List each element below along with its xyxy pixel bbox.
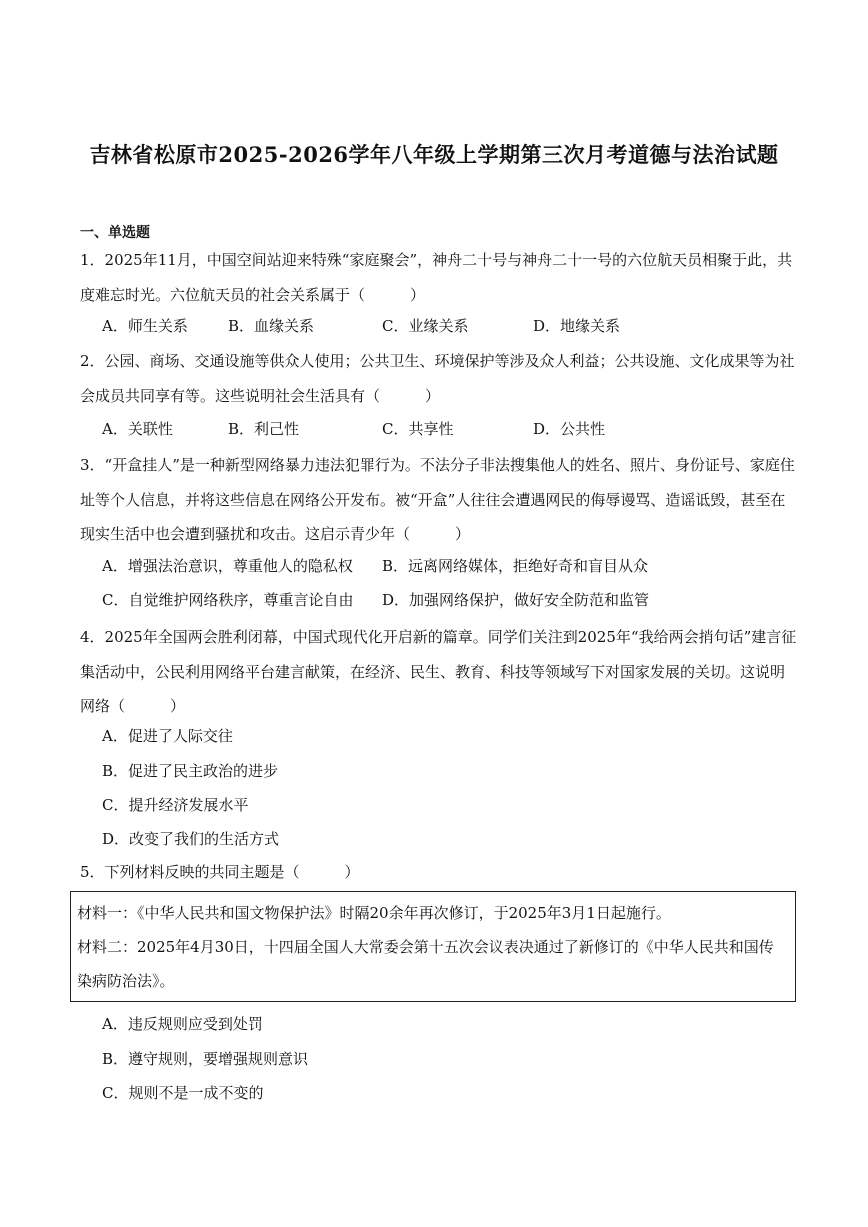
option-b[interactable]: B．利己性 [228,420,300,438]
option-d[interactable]: D．地缘关系 [533,317,621,335]
question-5-stem: 5．下列材料反映的共同主题是（ ） [80,863,360,881]
material-2: 材料二：2025年4月30日，十四届全国人大常委会第十五次会议表决通过了新修订的《中华人民共和国传染病防治法》。 [77,938,774,990]
option-c[interactable]: C．自觉维护网络秩序，尊重言论自由 [102,591,354,609]
question-2-stem: 2．公园、商场、交通设施等供众人使用；公共卫生、环境保护等涉及众人利益；公共设施、文化成果等为社会成员共同享有等。这些说明社会生活具有（ ） [80,352,795,405]
option-a[interactable]: A．增强法治意识，尊重他人的隐私权 [102,557,353,575]
question-4-stem: 4．2025年全国两会胜利闭幕，中国式现代化开启新的篇章。同学们关注到2025年“我给两会捎句话”建言征集活动中，公民利用网络平台建言献策，在经济、民生、教育、科技等领域写下对国家发展的关切。这说明网络（ ） [80,628,797,715]
option-d[interactable]: D．公共性 [533,420,606,438]
option-a[interactable]: A．师生关系 [102,317,188,335]
question-1-stem: 1．2025年11月，中国空间站迎来特殊“家庭聚会”，神舟二十号与神舟二十一号的六位航天员相聚于此，共度难忘时光。六位航天员的社会关系属于（ ） [80,251,793,304]
option-a[interactable]: A．关联性 [102,420,173,438]
option-a[interactable]: A．违反规则应受到处罚 [102,1015,263,1033]
option-d[interactable]: D．改变了我们的生活方式 [102,830,280,848]
page-title: 吉林省松原市2025-2026学年八年级上学期第三次月考道德与法治试题 [89,142,779,167]
question-3-stem: 3．“开盒挂人”是一种新型网络暴力违法犯罪行为。不法分子非法搜集他人的姓名、照片、身份证号、家庭住址等个人信息，并将这些信息在网络公开发布。被“开盒”人往往会遭遇网民的侮辱谩骂、造谣诋毁，甚至在现实生活中也会遭到骚扰和攻击。这启示青少年（ ） [80,456,795,543]
option-c[interactable]: C．提升经济发展水平 [102,796,249,814]
section-heading: 一、单选题 [80,225,150,241]
option-c[interactable]: C．共享性 [382,420,454,438]
material-box [70,891,796,1002]
option-b[interactable]: B．遵守规则，要增强规则意识 [102,1050,309,1068]
option-b[interactable]: B．促进了民主政治的进步 [102,762,279,780]
option-d[interactable]: D．加强网络保护，做好安全防范和监管 [382,591,650,609]
option-c[interactable]: C．业缘关系 [382,317,469,335]
option-a[interactable]: A．促进了人际交往 [102,727,233,745]
option-b[interactable]: B．血缘关系 [228,317,315,335]
material-1: 材料一：《中华人民共和国文物保护法》时隔20余年再次修订，于2025年3月1日起施行。 [77,904,671,922]
option-c[interactable]: C．规则不是一成不变的 [102,1084,264,1102]
option-b[interactable]: B．远离网络媒体，拒绝好奇和盲目从众 [382,557,649,575]
